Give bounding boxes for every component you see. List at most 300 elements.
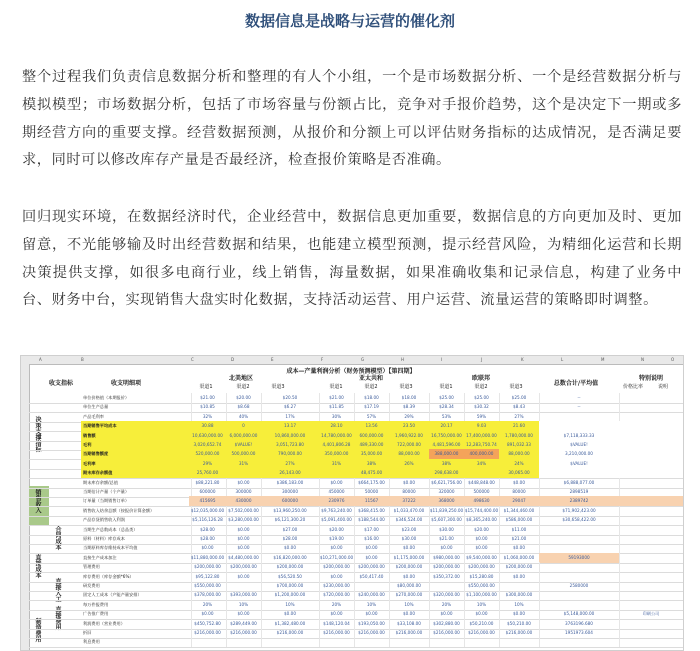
header-income-items: 收支明细项 xyxy=(110,380,141,387)
header-income-metrics: 收支指标 xyxy=(48,380,73,387)
table-cell: $5,148,000.00 xyxy=(539,609,620,619)
table-cell: 0 xyxy=(226,421,262,431)
table-cell: $30.32 xyxy=(464,402,500,412)
table-cell: 21.60 xyxy=(499,421,540,431)
table-cell: $320,000.00 xyxy=(429,590,465,600)
column-letter: A xyxy=(39,357,42,362)
table-cell: $50,417.40 xyxy=(354,572,390,582)
table-cell: $VALUE! xyxy=(539,459,620,469)
spreadsheet-image xyxy=(20,355,684,651)
table-cell: 20% xyxy=(189,600,227,610)
table-cell: 891,032.33 xyxy=(499,440,540,450)
column-letter: I xyxy=(441,357,443,362)
notes-subheader: 价格比率 xyxy=(622,384,643,390)
table-cell: $448,848.00 xyxy=(464,478,500,488)
table-cell: $11.00 xyxy=(499,525,540,535)
table-cell: $95,122.80 xyxy=(189,572,227,582)
table-cell: $0.00 xyxy=(389,609,430,619)
table-cell: 415695 xyxy=(189,496,227,506)
row-label: 期末库存余额值 xyxy=(81,468,192,478)
table-cell: $88,221.80 xyxy=(189,478,227,488)
row-label: 每万件报费用 xyxy=(81,600,192,610)
row-label: 单位价格值（本期报价） xyxy=(81,393,192,403)
row-label: 当期销售平均成本 xyxy=(81,421,192,431)
table-cell: 489,330.00 xyxy=(354,440,390,450)
table-cell: 320000 xyxy=(429,487,465,497)
subgroup-direct-expense: 直接费用 xyxy=(54,606,61,630)
table-cell: $11.85 xyxy=(319,402,355,412)
table-cell: $200,000.00 xyxy=(499,562,540,572)
header-region-north-america: 北美地区 xyxy=(228,375,253,382)
group-decision-support: 决策支撑指标 xyxy=(34,416,41,452)
table-cell: $0.00 xyxy=(464,609,500,619)
row-label: 研发费用 xyxy=(81,581,192,591)
table-cell: $30.00 xyxy=(389,534,430,544)
table-cell: $8.39 xyxy=(389,402,430,412)
table-cell: 14,780,000.00 xyxy=(319,431,355,441)
table-cell: 230976 xyxy=(319,496,355,506)
paragraph-market-analysis: 整个过程我们负责信息数据分析和整理的有人个小组，一个是市场数据分析、一个是经营数据分析与模拟模型；市场数据分析，包括了市场容量与份额占比，竞争对手报价趋势，这个是决定下一期或多期经营方向的重要支撑。经营数据预测，从报价和分额上可以评估财务指标的达成情况，是否满足要求，同时可以修改库存产量是否最经济，检查报价策略是否准确。 xyxy=(22,69,682,169)
table-cell: $0.00 xyxy=(319,543,355,553)
table-cell: 20% xyxy=(319,600,355,610)
table-cell: $15,744,400.00 xyxy=(464,506,500,516)
table-cell: 40% xyxy=(226,412,262,422)
table-cell: $302,880.00 xyxy=(429,619,465,629)
table-cell: $17.00 xyxy=(354,525,390,535)
table-cell: 3,020,652.74 xyxy=(189,440,227,450)
table-cell: 27% xyxy=(499,412,540,422)
table-cell: $0.00 xyxy=(354,553,390,563)
table-cell: $5,607,300.00 xyxy=(429,515,465,525)
table-cell: 16,750,000.00 xyxy=(429,431,465,441)
table-cell: $200,000.00 xyxy=(226,562,262,572)
table-cell: 88,000.00 xyxy=(389,449,430,459)
table-cell: 26% xyxy=(389,459,430,469)
table-cell: $18.00 xyxy=(389,393,430,403)
table-cell: $270,000.00 xyxy=(389,590,430,600)
table-cell: $28.00 xyxy=(261,534,320,544)
table-cell: $550,000.00 xyxy=(464,581,500,591)
table-cell: $50,210.00 xyxy=(499,619,540,629)
table-cell: $216,000.00 xyxy=(319,628,355,638)
table-cell: 57% xyxy=(354,412,390,422)
table-cell: $8,365,240.00 xyxy=(464,515,500,525)
table-cell: 3763196.680 xyxy=(539,619,620,629)
table-cell: 1,960,922.00 xyxy=(389,431,430,441)
table-cell: 11567 xyxy=(354,496,390,506)
table-cell: 88,000.00 xyxy=(499,449,540,459)
table-cell: 30% xyxy=(319,412,355,422)
table-cell: $0.00 xyxy=(464,543,500,553)
column-letter: J xyxy=(481,357,483,362)
table-cell: $7,118,333.33 xyxy=(539,431,620,441)
table-cell: $300,000.00 xyxy=(499,590,540,600)
table-cell: $21.00 xyxy=(499,534,540,544)
table-cell: $550,000.00 xyxy=(189,581,227,591)
table-cell: $10,271,000.00 xyxy=(319,553,355,563)
table-cell: $12,035,000.00 xyxy=(189,506,227,516)
table-cell: $0.00 xyxy=(226,534,262,544)
table-cell: 2580000 xyxy=(539,581,620,591)
table-cell: $664,175.00 xyxy=(354,478,390,488)
table-cell: $0.00 xyxy=(429,543,465,553)
table-row xyxy=(29,637,683,648)
table-cell: $30.00 xyxy=(429,525,465,535)
table-cell: $0.00 xyxy=(429,609,465,619)
table-cell: $0.00 xyxy=(354,609,390,619)
table-cell: $216,000.00 xyxy=(499,628,540,638)
table-cell xyxy=(226,637,262,647)
table-cell: $25.00 xyxy=(499,393,540,403)
table-cell: $346,524.00 xyxy=(389,515,430,525)
table-cell: $980,000.00 xyxy=(429,553,465,563)
table-cell: 25,760.00 xyxy=(189,468,227,478)
row-label: 期末库存余额/总值 xyxy=(81,478,192,488)
table-cell: 17% xyxy=(261,412,320,422)
table-cell xyxy=(464,637,500,647)
table-cell: $0.00 xyxy=(226,572,262,582)
table-cell: $0.00 xyxy=(189,543,227,553)
table-cell: 34% xyxy=(464,459,500,469)
table-cell xyxy=(539,637,620,647)
channel-header: 渠道3 xyxy=(271,384,285,390)
table-cell: 498630 xyxy=(464,496,500,506)
table-cell: $350,372.00 xyxy=(429,572,465,582)
table-cell xyxy=(354,637,390,647)
table-cell: $10.85 xyxy=(189,402,227,412)
group-manufacturing-cost: 制造费用 xyxy=(34,618,41,642)
table-cell: 3,051,723.80 xyxy=(261,440,320,450)
table-cell: $18.00 xyxy=(354,393,390,403)
row-label: 订单量（当期销售订单） xyxy=(81,496,192,506)
row-label: 单位生产总量 xyxy=(81,402,192,412)
table-cell: $80,000.00 xyxy=(389,581,430,591)
table-cell: 80000 xyxy=(499,487,540,497)
row-label: 当期估计产量（个产量） xyxy=(81,487,192,497)
table-cell: $216,000.00 xyxy=(464,628,500,638)
table-cell: $6.27 xyxy=(261,402,320,412)
table-cell: 10% xyxy=(226,600,262,610)
column-letter: C xyxy=(191,357,194,362)
channel-header: 渠道1 xyxy=(329,384,343,390)
table-cell: $13,960,250.00 xyxy=(261,506,320,516)
group-sales-revenue: 销售收入 xyxy=(34,489,41,513)
table-cell: 38% xyxy=(354,459,390,469)
article-title: 数据信息是战略与运营的催化剂 xyxy=(244,12,455,30)
row-label: 销售额 xyxy=(81,431,192,441)
row-label: 折旧 xyxy=(81,628,192,638)
table-cell: 500000 xyxy=(464,487,500,497)
row-label: 毛利率 xyxy=(81,459,192,469)
table-cell: $0.00 xyxy=(226,478,262,488)
table-cell: 300000 xyxy=(226,487,262,497)
table-cell: $6,121,300.20 xyxy=(261,515,320,525)
table-cell xyxy=(619,637,684,647)
column-letter: F xyxy=(321,357,324,362)
row-label: 当期销售额度 xyxy=(81,449,192,459)
table-cell: 53% xyxy=(429,412,465,422)
table-cell: $11,839,250.00 xyxy=(429,506,465,516)
table-cell: $0.00 xyxy=(464,534,500,544)
table-cell: $0.00 xyxy=(354,543,390,553)
table-cell: -- xyxy=(539,393,620,403)
table-cell: 10% xyxy=(354,600,390,610)
column-letter: E xyxy=(271,357,274,362)
table-cell: $20.00 xyxy=(319,525,355,535)
table-cell: $56,520.50 xyxy=(261,572,320,582)
table-cell: $1,033,470.00 xyxy=(389,506,430,516)
table-cell: 10% xyxy=(464,600,500,610)
table-cell: 30,065.00 xyxy=(499,468,540,478)
channel-header: 渠道3 xyxy=(399,384,413,390)
table-cell: $216,000.00 xyxy=(261,628,320,638)
table-cell: $16.00 xyxy=(354,534,390,544)
table-cell: 38% xyxy=(429,459,465,469)
table-cell: $200,000.00 xyxy=(319,562,355,572)
sheet-grid xyxy=(29,383,683,650)
table-cell: $21.00 xyxy=(189,393,227,403)
table-cell: 31% xyxy=(319,459,355,469)
table-cell: 4,481,596.00 xyxy=(429,440,465,450)
table-cell: $17.19 xyxy=(354,402,390,412)
table-cell: $7,502,000.00 xyxy=(226,506,262,516)
table-cell: $240,000.00 xyxy=(354,590,390,600)
row-label: 产品存货销售收入利润 xyxy=(81,515,192,525)
table-cell: $71,902,423.00 xyxy=(539,506,620,516)
table-cell: 6,000,000.00 xyxy=(226,431,262,441)
notes-subheader: 说明 xyxy=(657,384,668,390)
table-cell: $0.00 xyxy=(261,543,320,553)
table-cell: $5,091,400.00 xyxy=(319,515,355,525)
table-cell: $216,000.00 xyxy=(389,628,430,638)
table-cell: $1,344,460.00 xyxy=(499,506,540,516)
table-cell: $216,000.00 xyxy=(429,628,465,638)
table-cell: $21.00 xyxy=(429,534,465,544)
table-cell: 500,000.00 xyxy=(226,449,262,459)
table-cell: $188,544.00 xyxy=(354,515,390,525)
table-cell: $0.00 xyxy=(499,478,540,488)
table-cell: $0.00 xyxy=(226,609,262,619)
table-cell: 29% xyxy=(189,459,227,469)
row-label: 销售收入结余总额（按报价计算金额） xyxy=(81,506,192,516)
table-cell xyxy=(261,637,320,647)
row-label: 产品毛利率 xyxy=(81,412,192,422)
table-cell: 430000 xyxy=(226,496,262,506)
table-cell: 24% xyxy=(499,459,540,469)
table-cell: 17,400,000.00 xyxy=(464,431,500,441)
table-cell: 298,638.00 xyxy=(429,468,465,478)
table-cell: 80000 xyxy=(389,487,430,497)
table-cell: $0.00 xyxy=(189,609,227,619)
table-cell: 23.50 xyxy=(389,421,430,431)
table-cell: 2898519 xyxy=(539,487,620,497)
column-letter: G xyxy=(361,357,365,362)
sheet-title: 成本—产量利润分析（财务预测模型）【第四期】 xyxy=(286,368,416,375)
table-cell: $8.68 xyxy=(226,402,262,412)
table-cell: 29% xyxy=(389,412,430,422)
table-cell: 600000 xyxy=(189,487,227,497)
channel-header: 渠道2 xyxy=(474,384,488,390)
table-cell: 48,475.00 xyxy=(354,468,390,478)
table-cell: 28.10 xyxy=(319,421,355,431)
column-letter: L xyxy=(561,357,564,362)
table-cell: $25.00 xyxy=(429,393,465,403)
table-cell: $11,880,000.00 xyxy=(189,553,227,563)
table-cell: $0.00 xyxy=(389,543,430,553)
table-cell: $28.00 xyxy=(189,534,227,544)
table-cell: $16,820,000.00 xyxy=(261,553,320,563)
channel-header: 渠道1 xyxy=(199,384,213,390)
channel-header: 渠道2 xyxy=(364,384,378,390)
row-label: 直接生产成本加注 xyxy=(81,553,192,563)
table-cell: 450000 xyxy=(319,487,355,497)
row-label: 库存费用（库存金额*6%） xyxy=(81,572,192,582)
table-cell: $6,621,756.00 xyxy=(429,478,465,488)
table-cell: 59% xyxy=(464,412,500,422)
table-cell: $20.00 xyxy=(464,525,500,535)
table-cell: $0.00 xyxy=(226,525,262,535)
table-cell: 388,000.00 xyxy=(429,449,465,459)
column-letter: D xyxy=(231,357,235,362)
table-cell: $368,415.00 xyxy=(354,506,390,516)
table-cell: $21.00 xyxy=(319,393,355,403)
table-cell: $0.00 xyxy=(499,609,540,619)
table-cell: 2389742 xyxy=(539,496,620,506)
table-cell xyxy=(429,637,465,647)
table-cell: 59193000 xyxy=(539,553,620,563)
table-cell: 600,000.00 xyxy=(354,431,390,441)
table-cell xyxy=(389,637,430,647)
row-label: 广告推广费用 xyxy=(81,609,192,619)
table-cell: 368000 xyxy=(429,496,465,506)
table-cell: $28.34 xyxy=(429,402,465,412)
table-cell: 12,283,750.74 xyxy=(464,440,500,450)
row-label: 原料（材料）库存成本 xyxy=(81,534,192,544)
table-cell: $0.00 xyxy=(319,609,355,619)
table-cell: $386,183.00 xyxy=(261,478,320,488)
table-cell: $378,000.00 xyxy=(189,590,227,600)
table-cell: 26,143.00 xyxy=(261,468,320,478)
table-cell: 400,000.00 xyxy=(464,449,500,459)
table-cell: $0.00 xyxy=(389,572,430,582)
table-cell: $0.00 xyxy=(319,572,355,582)
column-letter: B xyxy=(81,357,84,362)
table-cell: $20.50 xyxy=(261,393,320,403)
table-cell: $200,000.00 xyxy=(354,562,390,572)
row-label: 固定人工成本（产能产量安排） xyxy=(81,590,192,600)
table-cell: $0.00 xyxy=(261,609,320,619)
table-cell xyxy=(189,637,227,647)
table-cell: $19.00 xyxy=(319,534,355,544)
table-cell: $216,000.00 xyxy=(226,628,262,638)
channel-header: 渠道3 xyxy=(509,384,523,390)
table-cell: 35,000.00 xyxy=(354,449,390,459)
table-cell: 790,000.00 xyxy=(261,449,320,459)
table-cell: $30,658,422.00 xyxy=(539,515,620,525)
table-cell: $50,210.00 xyxy=(464,619,500,629)
table-cell: 印刷公司 xyxy=(619,609,684,619)
table-cell xyxy=(499,637,540,647)
table-cell: 50000 xyxy=(354,487,390,497)
table-cell: 37222 xyxy=(389,496,430,506)
table-cell: $200,000.00 xyxy=(464,562,500,572)
table-cell: $15,280.80 xyxy=(464,572,500,582)
table-cell: $5,116,126.28 xyxy=(189,515,227,525)
table-cell: 10% xyxy=(389,600,430,610)
table-cell: 600000 xyxy=(261,496,320,506)
table-cell: $6,888,077.00 xyxy=(539,478,620,488)
column-letter: O xyxy=(671,357,675,362)
table-cell: $200,000.00 xyxy=(389,562,430,572)
table-cell: 300000 xyxy=(261,487,320,497)
group-direct-cost: 直接成本 xyxy=(34,554,41,578)
table-cell: $0.00 xyxy=(499,572,540,582)
table-cell: 27% xyxy=(261,459,320,469)
row-label: 当期生产总数成本（总品类） xyxy=(81,525,192,535)
table-cell: 4,401,806.28 xyxy=(319,440,355,450)
table-cell: $25.00 xyxy=(464,393,500,403)
column-letter: M xyxy=(601,357,605,362)
table-cell: $33,108.00 xyxy=(389,619,430,629)
table-cell: $1,100,000.00 xyxy=(464,590,500,600)
table-cell: 9.03 xyxy=(464,421,500,431)
table-cell: $200,000.00 xyxy=(429,562,465,572)
column-header-bar xyxy=(21,356,683,365)
table-cell: $20.00 xyxy=(226,393,262,403)
paragraph-data-economy: 回归现实环境，在数据经济时代，企业经营中，数据信息更加重要，数据信息的方向更加及时、更加留意，不光能够输及时出经营数据和结果，也能建立模型预测，提示经营风险，为精细化运营和长期决策提供支撑，如很多电商行业，线上销售，海量数据，如果准确收集和记录信息，构建了业务中台、财务中台，实现销售大盘实时化数据，支持活动运营、用户运营、流量运营的策略即时调整。 xyxy=(22,209,682,309)
table-cell: $9,540,000.00 xyxy=(464,553,500,563)
table-cell: $0.00 xyxy=(319,478,355,488)
table-cell: $200,000.00 xyxy=(261,562,320,572)
table-cell: $28.00 xyxy=(189,525,227,535)
table-cell: $193,050.00 xyxy=(354,619,390,629)
table-cell: $586,000.00 xyxy=(499,515,540,525)
table-cell: 30.88 xyxy=(189,421,227,431)
row-label: 利息费用 xyxy=(81,637,192,647)
table-cell: 3,210,000.00 xyxy=(539,449,620,459)
row-label: 利润费用（营业费用） xyxy=(81,619,192,629)
table-cell: $1,175,000.00 xyxy=(389,553,430,563)
row-label: 毛利 xyxy=(81,440,192,450)
row-label: 管理费用 xyxy=(81,562,192,572)
header-region-europe: 欧联邦 xyxy=(471,375,490,382)
table-cell: $1,382,480.00 xyxy=(261,619,320,629)
table-cell: $216,000.00 xyxy=(354,628,390,638)
column-letter: K xyxy=(521,357,524,362)
table-cell: 10,860,000.00 xyxy=(261,431,320,441)
table-cell: 1951973.604 xyxy=(539,628,620,638)
table-cell: $4,480,000.00 xyxy=(226,553,262,563)
table-cell: $VALUE! xyxy=(226,440,262,450)
header-special-notes: 特别说明 xyxy=(638,375,663,382)
row-label: 当期原料库存维持成本平均值 xyxy=(81,543,192,553)
table-cell: 31% xyxy=(226,459,262,469)
table-cell xyxy=(319,637,355,647)
column-letter: N xyxy=(641,357,644,362)
table-cell: $450,752.80 xyxy=(189,619,227,629)
header-summary-total: 总数合计/平均值 xyxy=(553,380,599,387)
table-cell: 10% xyxy=(499,600,540,610)
table-cell: $0.00 xyxy=(389,478,430,488)
table-cell: $148,120.04 xyxy=(319,619,355,629)
table-cell: $700,000.00 xyxy=(261,581,320,591)
table-cell: $0.00 xyxy=(226,543,262,553)
table-cell: $VALUE! xyxy=(539,440,620,450)
table-cell: $9,763,240.00 xyxy=(319,506,355,516)
table-cell: $230,000.00 xyxy=(319,581,355,591)
table-cell: $393,000.00 xyxy=(226,590,262,600)
table-cell: $1,060,000.00 xyxy=(499,553,540,563)
